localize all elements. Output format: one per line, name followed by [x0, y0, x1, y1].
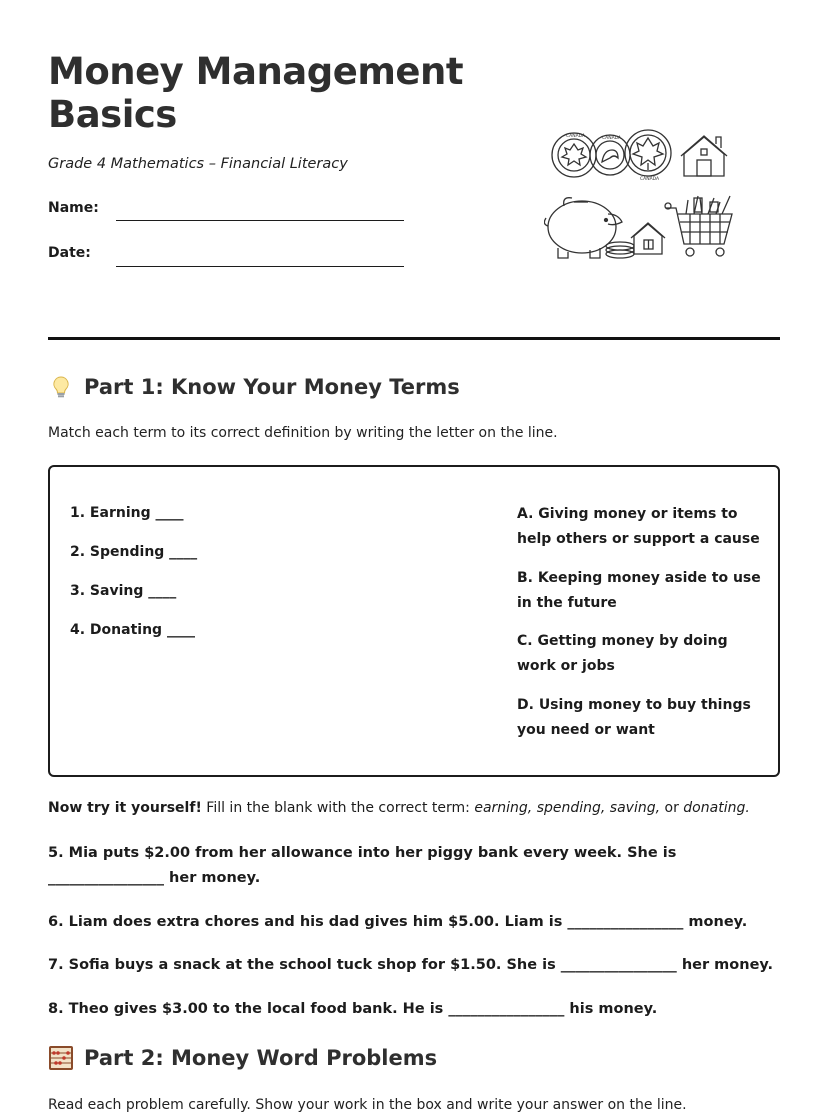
- name-label: Name:: [48, 200, 99, 216]
- term-saving[interactable]: 3. Saving ____: [70, 583, 177, 599]
- question-7[interactable]: 7. Sofia buys a snack at the school tuck shop for $1.50. She is ________________ her money.: [48, 957, 774, 973]
- question-8[interactable]: 8. Theo gives $3.00 to the local food bank. He is ________________ his money.: [48, 1001, 658, 1017]
- part2-instructions: Read each problem carefully. Show your work in the box and write your answer on the line.: [48, 1097, 687, 1113]
- coin-icon-3: [625, 130, 671, 176]
- part2-heading-text: Part 2: Money Word Problems: [84, 1046, 438, 1070]
- page-title: [48, 50, 463, 136]
- question-6[interactable]: 6. Liam does extra chores and his dad gives him $5.00. Liam is ________________ money.: [48, 914, 748, 930]
- part1-instructions: Match each term to its correct definition by writing the letter on the line.: [48, 425, 558, 441]
- try-text: Fill in the blank with the correct term:: [201, 800, 475, 816]
- house-icon: [681, 136, 727, 176]
- term-spending[interactable]: 2. Spending ____: [70, 544, 198, 560]
- coin-stack-icon: [606, 242, 634, 258]
- lightbulb-icon: [48, 374, 74, 400]
- try-terms: earning, spending, saving,: [474, 800, 661, 816]
- small-house-icon: [631, 223, 665, 254]
- name-field[interactable]: [116, 220, 404, 221]
- coin-3-text: CANADA: [640, 177, 660, 182]
- question-5[interactable]: 5. Mia puts $2.00 from her allowance into her piggy bank every week. She is ________________ her money.: [48, 845, 677, 886]
- part1-heading-text: Part 1: Know Your Money Terms: [84, 375, 460, 399]
- money-illustration: [544, 122, 736, 262]
- part1-heading: [48, 374, 460, 400]
- coin-2-text: CANADA: [602, 136, 622, 141]
- definition-c: C. Getting money by doing work or jobs: [517, 633, 728, 674]
- coin-1-text: CANADA: [566, 134, 586, 139]
- try-it-instructions: [48, 800, 750, 816]
- definition-d: D. Using money to buy things you need or want: [517, 697, 751, 738]
- part2-heading: [48, 1045, 437, 1071]
- matching-box: [48, 465, 780, 777]
- coin-icon-2: [590, 135, 630, 175]
- date-field[interactable]: [116, 266, 404, 267]
- section-divider: [48, 337, 780, 340]
- term-earning[interactable]: 1. Earning ____: [70, 505, 184, 521]
- try-lead: Now try it yourself!: [48, 800, 202, 816]
- title-line-2: Basics: [48, 93, 177, 136]
- date-label: Date:: [48, 245, 91, 261]
- definition-a: A. Giving money or items to help others or support a cause: [517, 506, 760, 547]
- term-donating[interactable]: 4. Donating ____: [70, 622, 195, 638]
- page-subtitle: Grade 4 Mathematics – Financial Literacy: [48, 156, 348, 172]
- definition-b: B. Keeping money aside to use in the future: [517, 570, 761, 611]
- title-line-1: Money Management: [48, 50, 464, 93]
- try-or: or: [660, 800, 684, 816]
- shopping-cart-icon: [665, 196, 732, 256]
- try-last: donating.: [683, 800, 750, 816]
- abacus-icon: [48, 1045, 74, 1071]
